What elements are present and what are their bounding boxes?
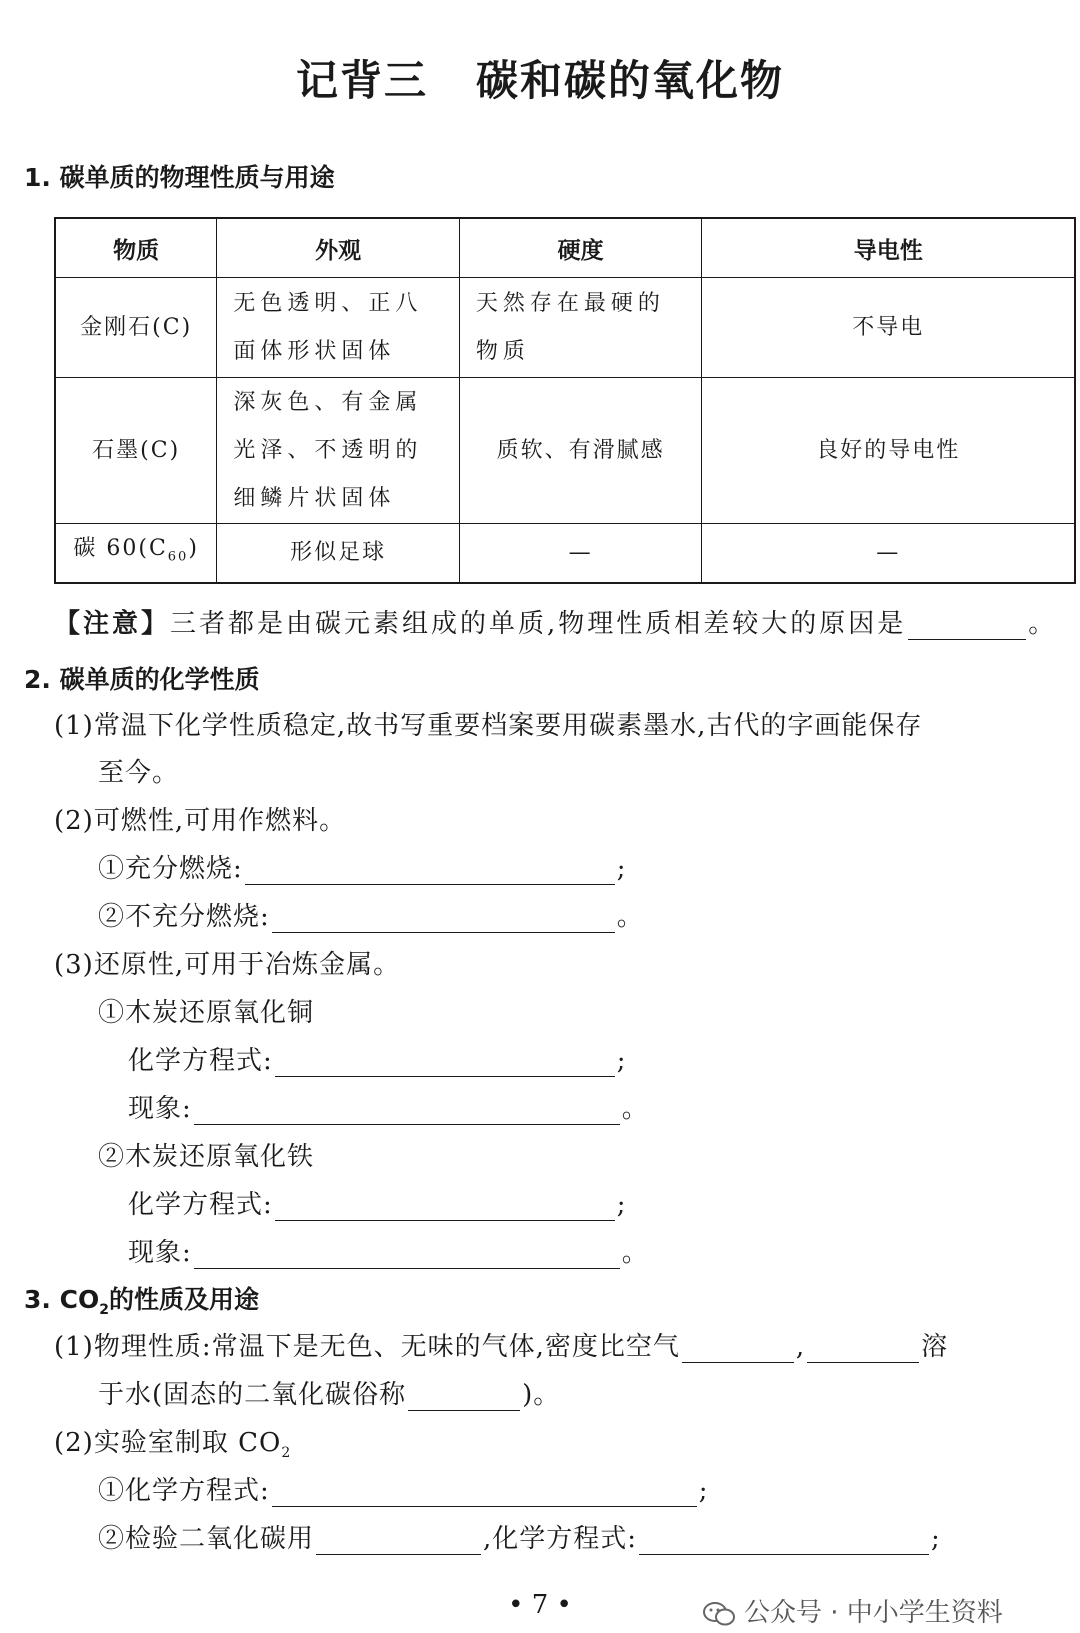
punct: 。 [621,1238,649,1268]
s2-item2-a-label: ①充分燃烧: [98,854,243,884]
answer-blank[interactable] [682,1336,794,1363]
s3-item2-prefix: (2)实验室制取 CO [54,1428,282,1458]
table-cell: 石墨(C) [55,378,217,524]
s3-item1-a: (1)物理性质:常温下是无色、无味的气体,密度比空气 [54,1332,680,1362]
s2-item3-b: ②木炭还原氧化铁 [98,1142,315,1172]
phenomenon-label: 现象: [128,1238,192,1268]
answer-blank[interactable] [275,1050,615,1077]
equation-label: 化学方程式: [128,1190,273,1220]
wechat-icon [702,1601,736,1627]
title-part1: 记背三 [295,56,428,105]
s2-item2-a [98,848,627,885]
equation-label: 化学方程式: [128,1046,273,1076]
s3-item1-line2 [98,1374,560,1411]
table-cell: — [459,524,702,584]
s2-item3: (3)还原性,可用于冶炼金属。 [54,950,401,980]
s3-item2-b2: ,化学方程式: [483,1524,638,1554]
table-row [55,278,1075,378]
s2-item1-line2: 至今。 [98,758,180,788]
table-cell: 质软、有滑腻感 [459,378,702,524]
answer-blank[interactable] [908,613,1026,640]
s2-item3-a-equation [128,1040,627,1077]
table-cell: 不导电 [702,278,1075,378]
section2-heading: 2. 碳单质的化学性质 [24,665,260,694]
watermark-text: 公众号 · 中小学生资料 [744,1598,1003,1628]
s3-item2 [54,1422,291,1461]
s2-item1-line1: (1)常温下化学性质稳定,故书写重要档案要用碳素墨水,古代的字画能保存 [54,711,923,741]
s3-item1-d: )。 [522,1380,561,1410]
carbon-properties-table [54,217,1076,584]
punct: ; [698,1476,709,1506]
punct: 。 [621,1094,649,1124]
s2-item2-b [98,896,644,933]
punct: ; [931,1524,941,1554]
answer-blank[interactable] [245,858,615,885]
s2-item2-b-label: ②不充分燃烧: [98,902,270,932]
answer-blank[interactable] [272,906,615,933]
punct: ; [616,1190,627,1220]
table-cell [55,524,217,584]
table-cell: 良好的导电性 [702,378,1075,524]
note-text: 三者都是由碳元素组成的单质,物理性质相差较大的原因是 [170,609,907,639]
page-title [0,48,1080,108]
s3-heading-suffix: 的性质及用途 [108,1285,259,1314]
s3-item1-c: 于水(固态的二氧化碳俗称 [98,1380,407,1410]
answer-blank[interactable] [272,1480,697,1507]
answer-blank[interactable] [316,1528,481,1555]
table-cell: 无色透明、正八面体形状固体 [217,278,460,378]
s3-item1-line1 [54,1326,948,1363]
table-cell: 天然存在最硬的物质 [459,278,702,378]
table-header: 硬度 [459,218,702,278]
s3-item1-b: 溶 [921,1332,949,1362]
s2-item3-a: ①木炭还原氧化铜 [98,998,315,1028]
c60-suffix: ) [188,536,199,561]
table-header: 物质 [55,218,217,278]
table-cell: 形似足球 [217,524,460,584]
s2-item2: (2)可燃性,可用作燃料。 [54,806,347,836]
punct: , [795,1332,806,1362]
answer-blank[interactable] [194,1242,620,1269]
section3-heading [24,1280,259,1318]
answer-blank[interactable] [194,1098,620,1125]
answer-blank[interactable] [408,1384,520,1411]
punct: ; [616,854,627,884]
note-end: 。 [1028,609,1058,639]
answer-blank[interactable] [807,1336,919,1363]
table-header: 外观 [217,218,460,278]
s2-item3-a-phenomenon [128,1088,649,1125]
s3-item2-b-label: ②检验二氧化碳用 [98,1524,315,1554]
table-cell: — [702,524,1075,584]
s2-item3-b-phenomenon [128,1232,649,1269]
s3-item2-a [98,1470,709,1507]
s2-item3-b-equation [128,1184,627,1221]
c60-prefix: 碳 60(C [73,536,168,561]
punct: 。 [616,902,644,932]
phenomenon-label: 现象: [128,1094,192,1124]
table-header-row [55,218,1075,278]
s3-item2-b [98,1518,941,1555]
table-row [55,524,1075,584]
table-cell: 金刚石(C) [55,278,217,378]
s3-item2-sub: 2 [281,1445,292,1462]
answer-blank[interactable] [275,1194,615,1221]
s3-heading-sub: 2 [99,1302,109,1318]
note-line [54,603,1057,640]
c60-subscript: 60 [167,549,189,565]
table-header: 导电性 [702,218,1075,278]
punct: ; [616,1046,627,1076]
section1-heading: 1. 碳单质的物理性质与用途 [24,163,335,192]
note-label: 【注意】 [54,609,171,639]
answer-blank[interactable] [639,1528,929,1555]
watermark [702,1592,1003,1629]
s3-item2-a-label: ①化学方程式: [98,1476,270,1506]
s3-heading-prefix: 3. CO [24,1285,100,1314]
title-part2: 碳和碳的氧化物 [476,56,785,105]
table-row [55,378,1075,524]
table-cell: 深灰色、有金属光泽、不透明的细鳞片状固体 [217,378,460,524]
page-number: • 7 • [508,1590,572,1620]
